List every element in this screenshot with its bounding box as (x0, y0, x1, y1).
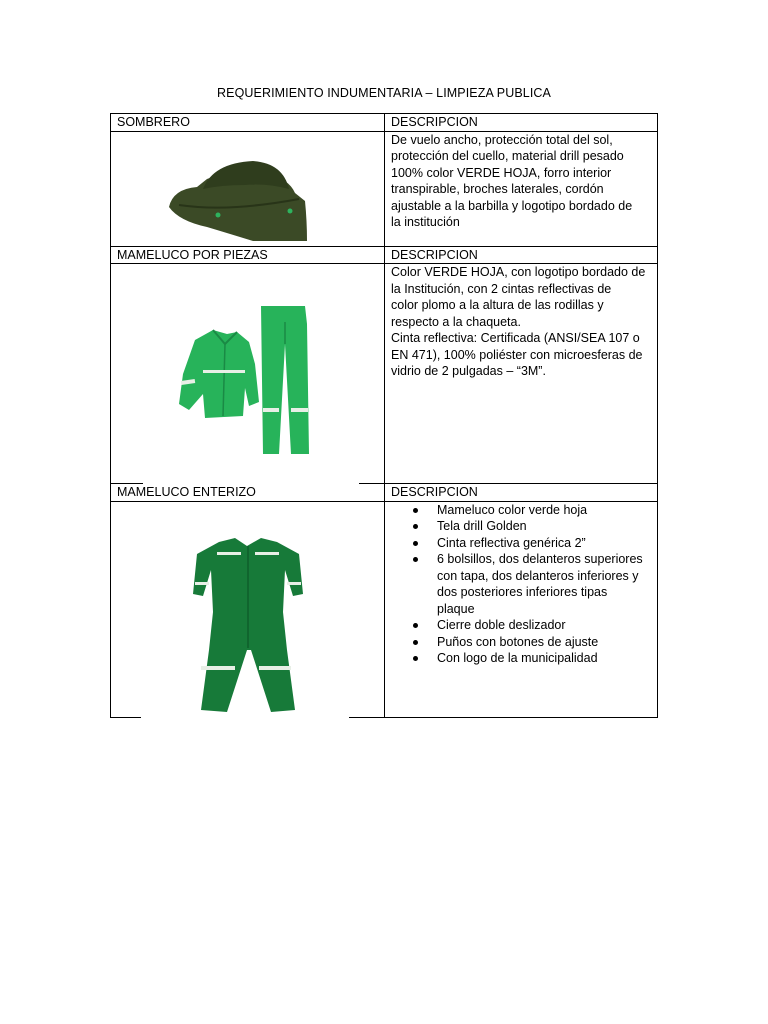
table-row (111, 131, 658, 246)
pieces-description (385, 264, 658, 484)
list-item: Con logo de la municipalidad (437, 650, 657, 667)
bucket-hat-photo (167, 149, 309, 241)
description-line: vidrio de 2 pulgadas – “3M”. (391, 364, 546, 378)
description-line: la institución (391, 215, 460, 229)
item-name-sombrero: SOMBRERO (111, 114, 385, 132)
description-line: De vuelo ancho, protección total del sol, (391, 132, 613, 147)
description-line: EN 471), 100% poliéster con microesferas de (391, 347, 643, 362)
table-header-row (111, 246, 658, 264)
hat-description (385, 131, 658, 246)
coverall-photo (191, 530, 305, 714)
description-line: 100% color VERDE HOJA, forro interior (391, 165, 612, 180)
description-line: protección del cuello, material drill pesado (391, 149, 624, 163)
description-header: DESCRIPCION (385, 114, 658, 132)
description-header: DESCRIPCION (385, 246, 658, 264)
document-title: REQUERIMIENTO INDUMENTARIA – LIMPIEZA PUBLICA (217, 86, 551, 100)
description-line: respecto a la chaqueta. (391, 314, 521, 329)
jacket-and-pants-photo (175, 304, 325, 456)
list-item: 6 bolsillos, dos delanteros superiores con tapa, dos delanteros inferiores y dos posteriores inferiores tipas plaque (437, 551, 657, 617)
table-header-row (111, 114, 658, 132)
table-header-row (111, 484, 658, 502)
table-row (111, 501, 658, 717)
divider-gap (143, 482, 359, 485)
list-item: Cierre doble deslizador (437, 617, 657, 634)
table-row (111, 264, 658, 484)
list-item: Cinta reflectiva genérica 2” (437, 535, 657, 552)
feature-list (391, 502, 657, 667)
description-header: DESCRIPCION (385, 484, 658, 502)
description-line: ajustable a la barbilla y logotipo bordado de (391, 198, 633, 213)
hat-image-cell (111, 131, 385, 246)
description-line: Cinta reflectiva: Certificada (ANSI/SEA 107 o (391, 331, 640, 345)
list-item: Tela drill Golden (437, 518, 657, 535)
item-name-mameluco-enterizo: MAMELUCO ENTERIZO (111, 484, 385, 502)
description-line: Color VERDE HOJA, con logotipo bordado de (391, 265, 646, 279)
list-item: Puños con botones de ajuste (437, 634, 657, 651)
description-line: transpirable, broches laterales, cordón (391, 182, 604, 196)
description-line: color plomo a la altura de las rodillas y (391, 298, 604, 312)
description-line: la Institución, con 2 cintas reflectivas de (391, 281, 612, 296)
coverall-image-cell (111, 501, 385, 717)
pieces-image-cell (111, 264, 385, 484)
requirements-table (110, 113, 658, 718)
list-item: Mameluco color verde hoja (437, 502, 657, 519)
divider-gap (141, 716, 349, 719)
item-name-mameluco-por-piezas: MAMELUCO POR PIEZAS (111, 246, 385, 264)
coverall-description (385, 501, 658, 717)
